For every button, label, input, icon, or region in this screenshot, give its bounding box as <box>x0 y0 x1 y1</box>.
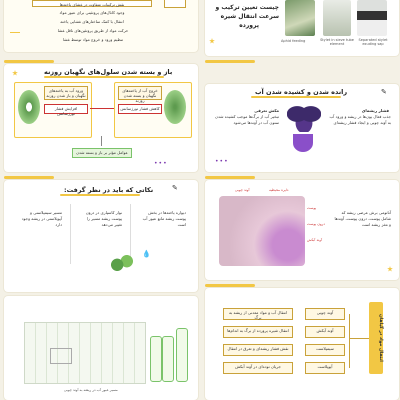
slide-5[interactable] <box>4 180 198 292</box>
col-divider-1 <box>70 204 71 264</box>
slide4-right-text: جذب فعال یون‌ها در ریشه و ورود آب به آوند چوبی و ایجاد فشار ریشه‌ای <box>329 114 391 125</box>
slide7-caption: مسیر عبور آب در ریشه به آوند چوبی <box>64 388 118 392</box>
slide1-line-5: تنظیم ورود و خروج مواد توسط غشا <box>62 37 124 42</box>
xylem-cell-1 <box>150 336 162 382</box>
title-underline <box>44 76 164 78</box>
slide5-col-1: مسیر سیمپلاستی و آپوپلاستی در ریشه وجود دارد <box>21 210 62 227</box>
slide8-right-box-4: آپوپلاست <box>305 362 345 374</box>
slide8-right-box-2: آوند آبکش <box>305 326 345 338</box>
plant-illustration <box>287 102 321 132</box>
slide-7[interactable] <box>4 296 198 400</box>
plants-illustration <box>110 254 134 272</box>
label-left-2: درون پوست <box>307 222 325 226</box>
guard-cell-image-left <box>18 90 40 124</box>
slide-4[interactable] <box>205 84 399 172</box>
slide3-box-turgor-up: افزایش فشار تورژسانس <box>44 104 88 114</box>
divider-strip <box>4 60 54 63</box>
connector-line-2 <box>349 338 369 339</box>
slide1-line-3: انتقال با کمک ساختارهای غشایی یاخته <box>60 19 124 24</box>
slide2-title-line-3: پرورده <box>239 22 259 29</box>
xylem-cell-3 <box>176 328 188 382</box>
plant-pot <box>293 134 313 152</box>
slide8-box-2: انتقال شیره پرورده از برگ به اندام‌ها <box>223 326 293 338</box>
slide-8[interactable] <box>205 288 399 400</box>
slide4-left-heading: مکش تعرقی <box>254 108 279 113</box>
divider-strip <box>205 176 255 179</box>
star-icon <box>12 70 18 76</box>
slide8-box-1: انتقال آب و مواد معدنی از ریشه به برگ <box>223 308 293 320</box>
root-tissue-diagram <box>24 322 146 384</box>
root-cross-section-image <box>219 196 305 266</box>
label-top-2: دایره محیطیه <box>269 188 289 192</box>
slide4-right-heading: فشار ریشه‌ای <box>361 108 389 113</box>
aphid-photo <box>285 0 315 36</box>
divider-strip <box>205 284 255 287</box>
slide3-title: باز و بسته شدن سلول‌های نگهبان روزنه <box>44 68 173 76</box>
caption-stylet: Stylet in sieve tube element <box>320 38 354 46</box>
slide1-line-2: وجود کانال‌های پروتئینی برای عبور مواد <box>59 10 125 15</box>
slide8-box-3: نقش فشار ریشه‌ای و تعرق در انتقال <box>223 344 293 356</box>
slide5-col-3: دیواره یاخته‌ها در بخش پوست ریشه مانع عبور آب است <box>142 210 186 227</box>
slide2-title-line-2: سرعت انتقال شیره <box>220 13 279 20</box>
xylem-cell-2 <box>162 336 174 382</box>
slide4-left-text: تبخیر آب از برگ‌ها موجب کشیده شدن ستون آب در آوندها می‌شود <box>215 114 279 125</box>
dot-decoration: ••• <box>154 160 168 167</box>
pencil-icon: ✎ <box>172 184 178 192</box>
slide8-box-4: جریان توده‌ای در آوند آبکش <box>223 362 293 374</box>
slide2-title-line-1: چیست تعیین ترکیب و <box>215 4 279 11</box>
divider-strip <box>4 176 54 179</box>
slide5-col-2: نوار کاسپاری در درون پوست ریشه مسیر را تغییر می‌دهد <box>85 210 122 227</box>
vertical-title: انتقال مواد در گیاهان <box>378 314 383 362</box>
slide3-bottom-box: عوامل مؤثر بر باز و بسته شدن <box>72 148 132 158</box>
title-underline <box>251 96 341 98</box>
slide-3[interactable] <box>4 64 198 172</box>
pencil-icon: ✎ <box>381 88 387 96</box>
star-icon <box>209 38 215 44</box>
caption-aphid-feeding: Aphid feeding <box>281 39 306 43</box>
slide3-box-open: ورود آب به یاخته‌های نگهبان و باز شدن روزنه <box>44 86 88 100</box>
caption-separated-stylet: Separated stylet exuding sap <box>358 38 388 46</box>
star-icon <box>387 266 393 272</box>
guard-cell-image-right <box>164 90 186 124</box>
divider-strip <box>205 60 255 63</box>
stylet-photo <box>323 0 351 36</box>
slide1-side-box <box>164 0 186 8</box>
slide5-title: نکاتی که باید در نظر گرفت: <box>64 186 154 194</box>
label-left-3: آوند آبکش <box>307 238 322 242</box>
slide8-right-box-1: آوند چوبی <box>305 308 345 320</box>
water-drops-icon: 💧 <box>142 250 151 258</box>
label-left-1: پوست <box>307 206 317 210</box>
exuding-sap-photo <box>357 0 387 36</box>
connector-line <box>349 314 350 368</box>
decorative-zigzag <box>10 28 20 33</box>
slide6-description: آناتومی برش عرضی ریشه که شامل پوست، درون پوست، آوندها و مغز ریشه است <box>334 210 391 227</box>
detail-box <box>50 348 72 364</box>
slide-2[interactable] <box>205 0 399 56</box>
arrow-connector <box>90 108 114 109</box>
arrow-down <box>101 136 102 146</box>
slide3-box-closed: خروج آب از یاخته‌های نگهبان و بسته شدن روزنه <box>118 86 162 100</box>
slide-6[interactable] <box>205 180 399 280</box>
label-top-1: آوند چوبی <box>235 188 250 192</box>
slide4-title: رانده شدن و کشیده شدن آب <box>255 88 348 96</box>
title-underline <box>60 194 140 196</box>
slide8-right-box-3: سیمپلاست <box>305 344 345 356</box>
slide1-line-1: نقش ترکیبات متفاوت در غشای یاخته‌ها <box>32 0 152 7</box>
slide3-box-turgor-down: کاهش فشار تورژسانس <box>118 104 162 114</box>
slide1-line-4: حرکت مواد از طریق پروتئین‌های ناقل غشا <box>57 28 129 33</box>
dot-decoration: ••• <box>215 158 229 165</box>
slide-1[interactable] <box>4 0 198 52</box>
